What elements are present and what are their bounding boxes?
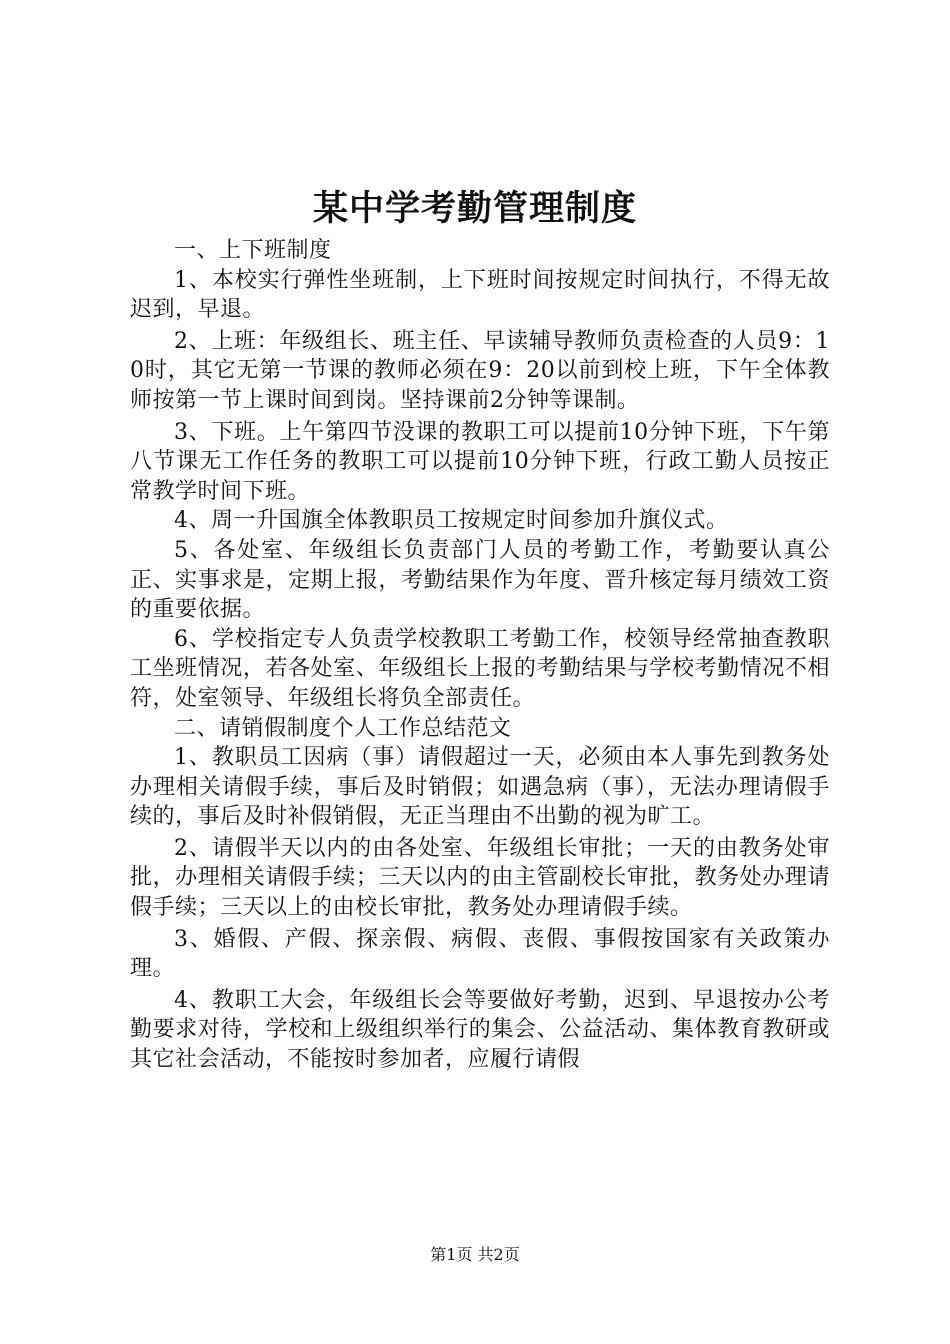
paragraph-end-time: 3、下班。上午第四节没课的教职工可以提前10分钟下班，下午第八节课无工作任务的教职工可以提前10分钟下班，行政工勤人员按正常教学时间下班。 — [130, 419, 830, 504]
section-heading-work-hours: 一、上下班制度 — [174, 238, 332, 263]
page-footer: 第1页 共2页 — [430, 1245, 520, 1264]
paragraph-statutory-leave: 3、婚假、产假、探亲假、病假、丧假、事假按国家有关政策办理。 — [130, 926, 830, 982]
paragraph-meeting-attendance: 4、教职工大会，年级组长会等要做好考勤，迟到、早退按办公考勤要求对待，学校和上级组织举行的集会、公益活动、集体教育教研或其它社会活动，不能按时参加者，应履行请假 — [130, 987, 830, 1073]
section-heading-leave: 二、请销假制度个人工作总结范文 — [174, 715, 512, 741]
paragraph-leave-approval: 2、请假半天以内的由各处室、年级组长审批；一天的由教务处审批，办理相关请假手续；三天以内的由主管副校长审批，教务处办理请假手续；三天以上的由校长审批，教务处办理请假手续。 — [130, 835, 830, 921]
paragraph-flag-ceremony: 4、周一升国旗全体教职员工按规定时间参加升旗仪式。 — [174, 508, 729, 534]
paragraph-start-time: 2、上班：年级组长、班主任、早读辅导教师负责检查的人员9：10时，其它无第一节课的教师必须在9：20以前到校上班，下午全体教师按第一节上课时间到岗。坚持课前2分钟等课制。 — [130, 328, 830, 413]
document-body — [130, 236, 830, 1075]
paragraph-attendance-officer: 6、学校指定专人负责学校教职工考勤工作，校领导经常抽查教职工坐班情况，若各处室、年级组长上报的考勤结果与学校考勤情况不相符，处室领导、年级组长将负全部责任。 — [130, 626, 830, 711]
document-title: 某中学考勤管理制度 — [312, 188, 637, 229]
paragraph-flexible-hours: 1、本校实行弹性坐班制，上下班时间按规定时间执行，不得无故迟到，早退。 — [130, 267, 830, 323]
paragraph-department-attendance: 5、各处室、年级组长负责部门人员的考勤工作，考勤要认真公正、实事求是，定期上报，考勤结果作为年度、晋升核定每月绩效工资的重要依据。 — [130, 537, 830, 623]
paragraph-sick-leave: 1、教职员工因病（事）请假超过一天，必须由本人事先到教务处办理相关请假手续，事后及时销假；如遇急病（事），无法办理请假手续的，事后及时补假销假，无正当理由不出勤的视为旷工。 — [130, 745, 830, 830]
